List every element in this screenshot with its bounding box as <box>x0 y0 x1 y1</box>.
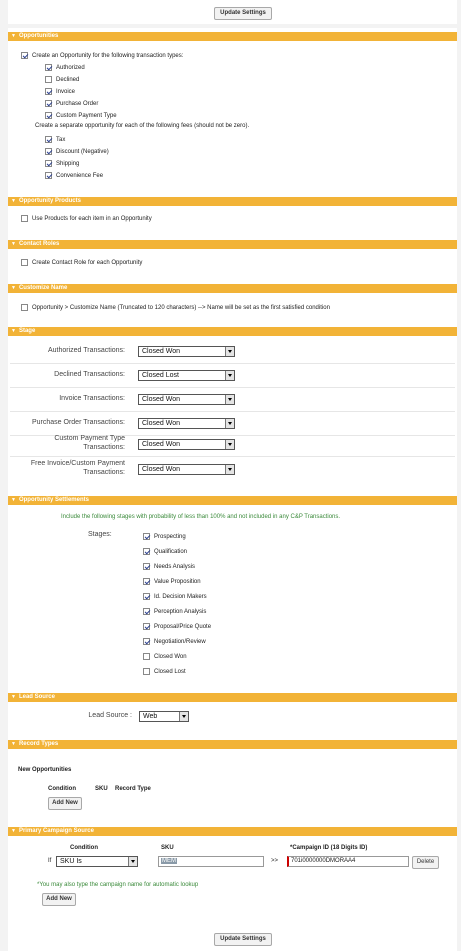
contact-role-checkbox[interactable] <box>21 259 28 266</box>
stage-label-3: Purchase Order Transactions: <box>32 419 125 426</box>
update-settings-button-bottom[interactable]: Update Settings <box>214 933 272 946</box>
qualification-checkbox[interactable] <box>143 548 150 555</box>
stage-header[interactable]: ▼ Stage <box>8 327 457 336</box>
campaign-col-condition: Condition <box>70 845 98 851</box>
prospecting-label: Prospecting <box>154 533 186 540</box>
closed-lost-label: Closed Lost <box>154 668 186 675</box>
campaign-col-sku: SKU <box>161 845 174 851</box>
dropdown-arrow-icon <box>225 347 234 356</box>
stage-divider <box>10 456 455 457</box>
stage-label-line-1: Custom Payment Type <box>54 435 125 442</box>
opportunities-header[interactable]: ▼ Opportunities <box>8 32 457 41</box>
stage-select-4[interactable]: Closed Won <box>138 439 235 450</box>
custom-payment-type-label: Custom Payment Type <box>56 112 117 119</box>
dropdown-arrow-icon <box>225 395 234 404</box>
dropdown-arrow-icon <box>128 857 137 866</box>
campaign-id-input[interactable]: 701i0000000DMORAA4 <box>287 856 409 867</box>
declined-label: Declined <box>56 76 80 83</box>
campaign-sku-input[interactable]: MEM <box>158 856 264 867</box>
fees-label: Create a separate opportunity for each of the following fees (should not be zero). <box>35 123 250 129</box>
campaign-source-header[interactable]: ▼ Primary Campaign Source <box>8 827 457 836</box>
stage-select-3[interactable]: Closed Won <box>138 418 235 429</box>
dropdown-arrow-icon <box>225 371 234 380</box>
needs-analysis-row <box>143 563 195 570</box>
discount-negative-checkbox[interactable] <box>45 148 52 155</box>
stage-divider <box>10 363 455 364</box>
negotiation-review-row <box>143 638 206 645</box>
stage-label-line-2: Transactions: <box>83 444 125 451</box>
shipping-checkbox[interactable] <box>45 160 52 167</box>
closed-won-label: Closed Won <box>154 653 187 660</box>
dropdown-arrow-icon <box>179 712 188 721</box>
if-label: If <box>48 858 52 864</box>
tax-label: Tax <box>56 136 66 143</box>
declined-checkbox[interactable] <box>45 76 52 83</box>
create-opportunity-row: Create an Opportunity for the following transaction types: <box>21 52 183 59</box>
add-new-record-type-button[interactable]: Add New <box>48 797 82 810</box>
stage-select-1[interactable]: Closed Lost <box>138 370 235 381</box>
authorized-row <box>45 64 85 71</box>
collapse-arrow-icon: ▼ <box>11 241 16 247</box>
stage-label-line-2: Transactions: <box>83 469 125 476</box>
tax-checkbox[interactable] <box>45 136 52 143</box>
perception-analysis-checkbox[interactable] <box>143 608 150 615</box>
stage-label-4 <box>12 434 125 452</box>
stages-label: Stages: <box>88 531 112 538</box>
collapse-arrow-icon: ▼ <box>11 497 16 503</box>
authorized-checkbox[interactable] <box>45 64 52 71</box>
discount-negative-label: Discount (Negative) <box>56 148 109 155</box>
settlements-header[interactable]: ▼ Opportunity Settlements <box>8 496 457 505</box>
customize-name-row: Opportunity > Customize Name (Truncated to 120 characters) --> Name will be set as the first satisfied condition <box>21 304 330 311</box>
purchase-order-checkbox[interactable] <box>45 100 52 107</box>
value-proposition-row <box>143 578 201 585</box>
perception-analysis-row <box>143 608 206 615</box>
closed-lost-checkbox[interactable] <box>143 668 150 675</box>
use-products-row: Use Products for each item in an Opportunity <box>21 215 152 222</box>
collapse-arrow-icon: ▼ <box>11 328 16 334</box>
prospecting-checkbox[interactable] <box>143 533 150 540</box>
invoice-checkbox[interactable] <box>45 88 52 95</box>
record-col-sku: SKU <box>95 786 108 792</box>
closed-won-checkbox[interactable] <box>143 653 150 660</box>
id-decision-makers-label: Id. Decision Makers <box>154 593 207 600</box>
stage-label-2: Invoice Transactions: <box>59 395 125 402</box>
add-new-campaign-button[interactable]: Add New <box>42 893 76 906</box>
collapse-arrow-icon: ▼ <box>11 828 16 834</box>
arrow-separator: >> <box>271 858 279 864</box>
delete-button[interactable]: Delete <box>412 856 439 869</box>
dropdown-arrow-icon <box>225 419 234 428</box>
stage-label-line-1: Free Invoice/Custom Payment <box>30 460 125 467</box>
record-types-header[interactable]: ▼ Record Types <box>8 740 457 749</box>
lead-source-select[interactable]: Web <box>139 711 189 722</box>
collapse-arrow-icon: ▼ <box>11 285 16 291</box>
negotiation-review-checkbox[interactable] <box>143 638 150 645</box>
value-proposition-label: Value Proposition <box>154 578 201 585</box>
declined-row <box>45 76 79 83</box>
lead-source-label: Lead Source : <box>88 712 132 719</box>
customize-name-checkbox[interactable] <box>21 304 28 311</box>
id-decision-makers-checkbox[interactable] <box>143 593 150 600</box>
convenience-fee-label: Convenience Fee <box>56 172 104 179</box>
stage-divider <box>10 411 455 412</box>
id-decision-makers-row <box>143 593 207 600</box>
campaign-lookup-note: *You may also type the campaign name for automatic lookup <box>37 882 199 888</box>
shipping-label: Shipping <box>56 160 80 167</box>
collapse-arrow-icon: ▼ <box>11 694 16 700</box>
custom-payment-type-row <box>45 112 117 119</box>
lead-source-header[interactable]: ▼ Lead Source <box>8 693 457 702</box>
invoice-label: Invoice <box>56 88 76 95</box>
tax-row <box>45 136 65 143</box>
purchase-order-row <box>45 100 98 107</box>
campaign-condition-select[interactable]: SKU Is <box>56 856 138 867</box>
dropdown-arrow-icon <box>225 440 234 449</box>
authorized-label: Authorized <box>56 64 85 71</box>
stage-select-5[interactable]: Closed Won <box>138 464 235 475</box>
qualification-label: Qualification <box>154 548 188 555</box>
purchase-order-label: Purchase Order <box>56 100 99 107</box>
convenience-fee-checkbox[interactable] <box>45 172 52 179</box>
closed-won-row <box>143 653 187 660</box>
collapse-arrow-icon: ▼ <box>11 741 16 747</box>
use-products-checkbox[interactable] <box>21 215 28 222</box>
stage-label-5 <box>12 459 125 477</box>
closed-lost-row <box>143 668 186 675</box>
stage-divider <box>10 387 455 388</box>
proposal-price-quote-checkbox[interactable] <box>143 623 150 630</box>
update-settings-button-top[interactable]: Update Settings <box>214 7 272 20</box>
prospecting-row <box>143 533 186 540</box>
record-col-condition: Condition <box>48 786 76 792</box>
stage-label-1: Declined Transactions: <box>54 371 125 378</box>
collapse-arrow-icon: ▼ <box>11 198 16 204</box>
discount-negative-row <box>45 148 109 155</box>
contact-role-row: Create Contact Role for each Opportunity <box>21 259 142 266</box>
shipping-row <box>45 160 79 167</box>
proposal-price-quote-row <box>143 623 211 630</box>
custom-payment-type-checkbox[interactable] <box>45 112 52 119</box>
settlements-note: Include the following stages with probability of less than 100% and not included in any C&P Transactions. <box>61 514 341 520</box>
needs-analysis-label: Needs Analysis <box>154 563 196 570</box>
invoice-row <box>45 88 75 95</box>
record-col-record-type: Record Type <box>115 786 151 792</box>
new-opportunities-subheader: New Opportunities <box>18 767 72 773</box>
negotiation-review-label: Negotiation/Review <box>154 638 206 645</box>
stage-label-0: Authorized Transactions: <box>47 347 125 354</box>
customize-name-header[interactable]: ▼ Customize Name <box>8 284 457 293</box>
opportunity-products-header[interactable]: ▼ Opportunity Products <box>8 197 457 206</box>
value-proposition-checkbox[interactable] <box>143 578 150 585</box>
collapse-arrow-icon: ▼ <box>11 33 16 39</box>
qualification-row <box>143 548 187 555</box>
contact-roles-header[interactable]: ▼ Contact Roles <box>8 240 457 249</box>
create-opportunity-checkbox[interactable] <box>21 52 28 59</box>
campaign-col-id: *Campaign ID (18 Digits ID) <box>290 845 368 851</box>
convenience-fee-row <box>45 172 103 179</box>
perception-analysis-label: Perception Analysis <box>154 608 207 615</box>
needs-analysis-checkbox[interactable] <box>143 563 150 570</box>
stage-select-0[interactable]: Closed Won <box>138 346 235 357</box>
dropdown-arrow-icon <box>225 465 234 474</box>
stage-select-2[interactable]: Closed Won <box>138 394 235 405</box>
proposal-price-quote-label: Proposal/Price Quote <box>154 623 212 630</box>
